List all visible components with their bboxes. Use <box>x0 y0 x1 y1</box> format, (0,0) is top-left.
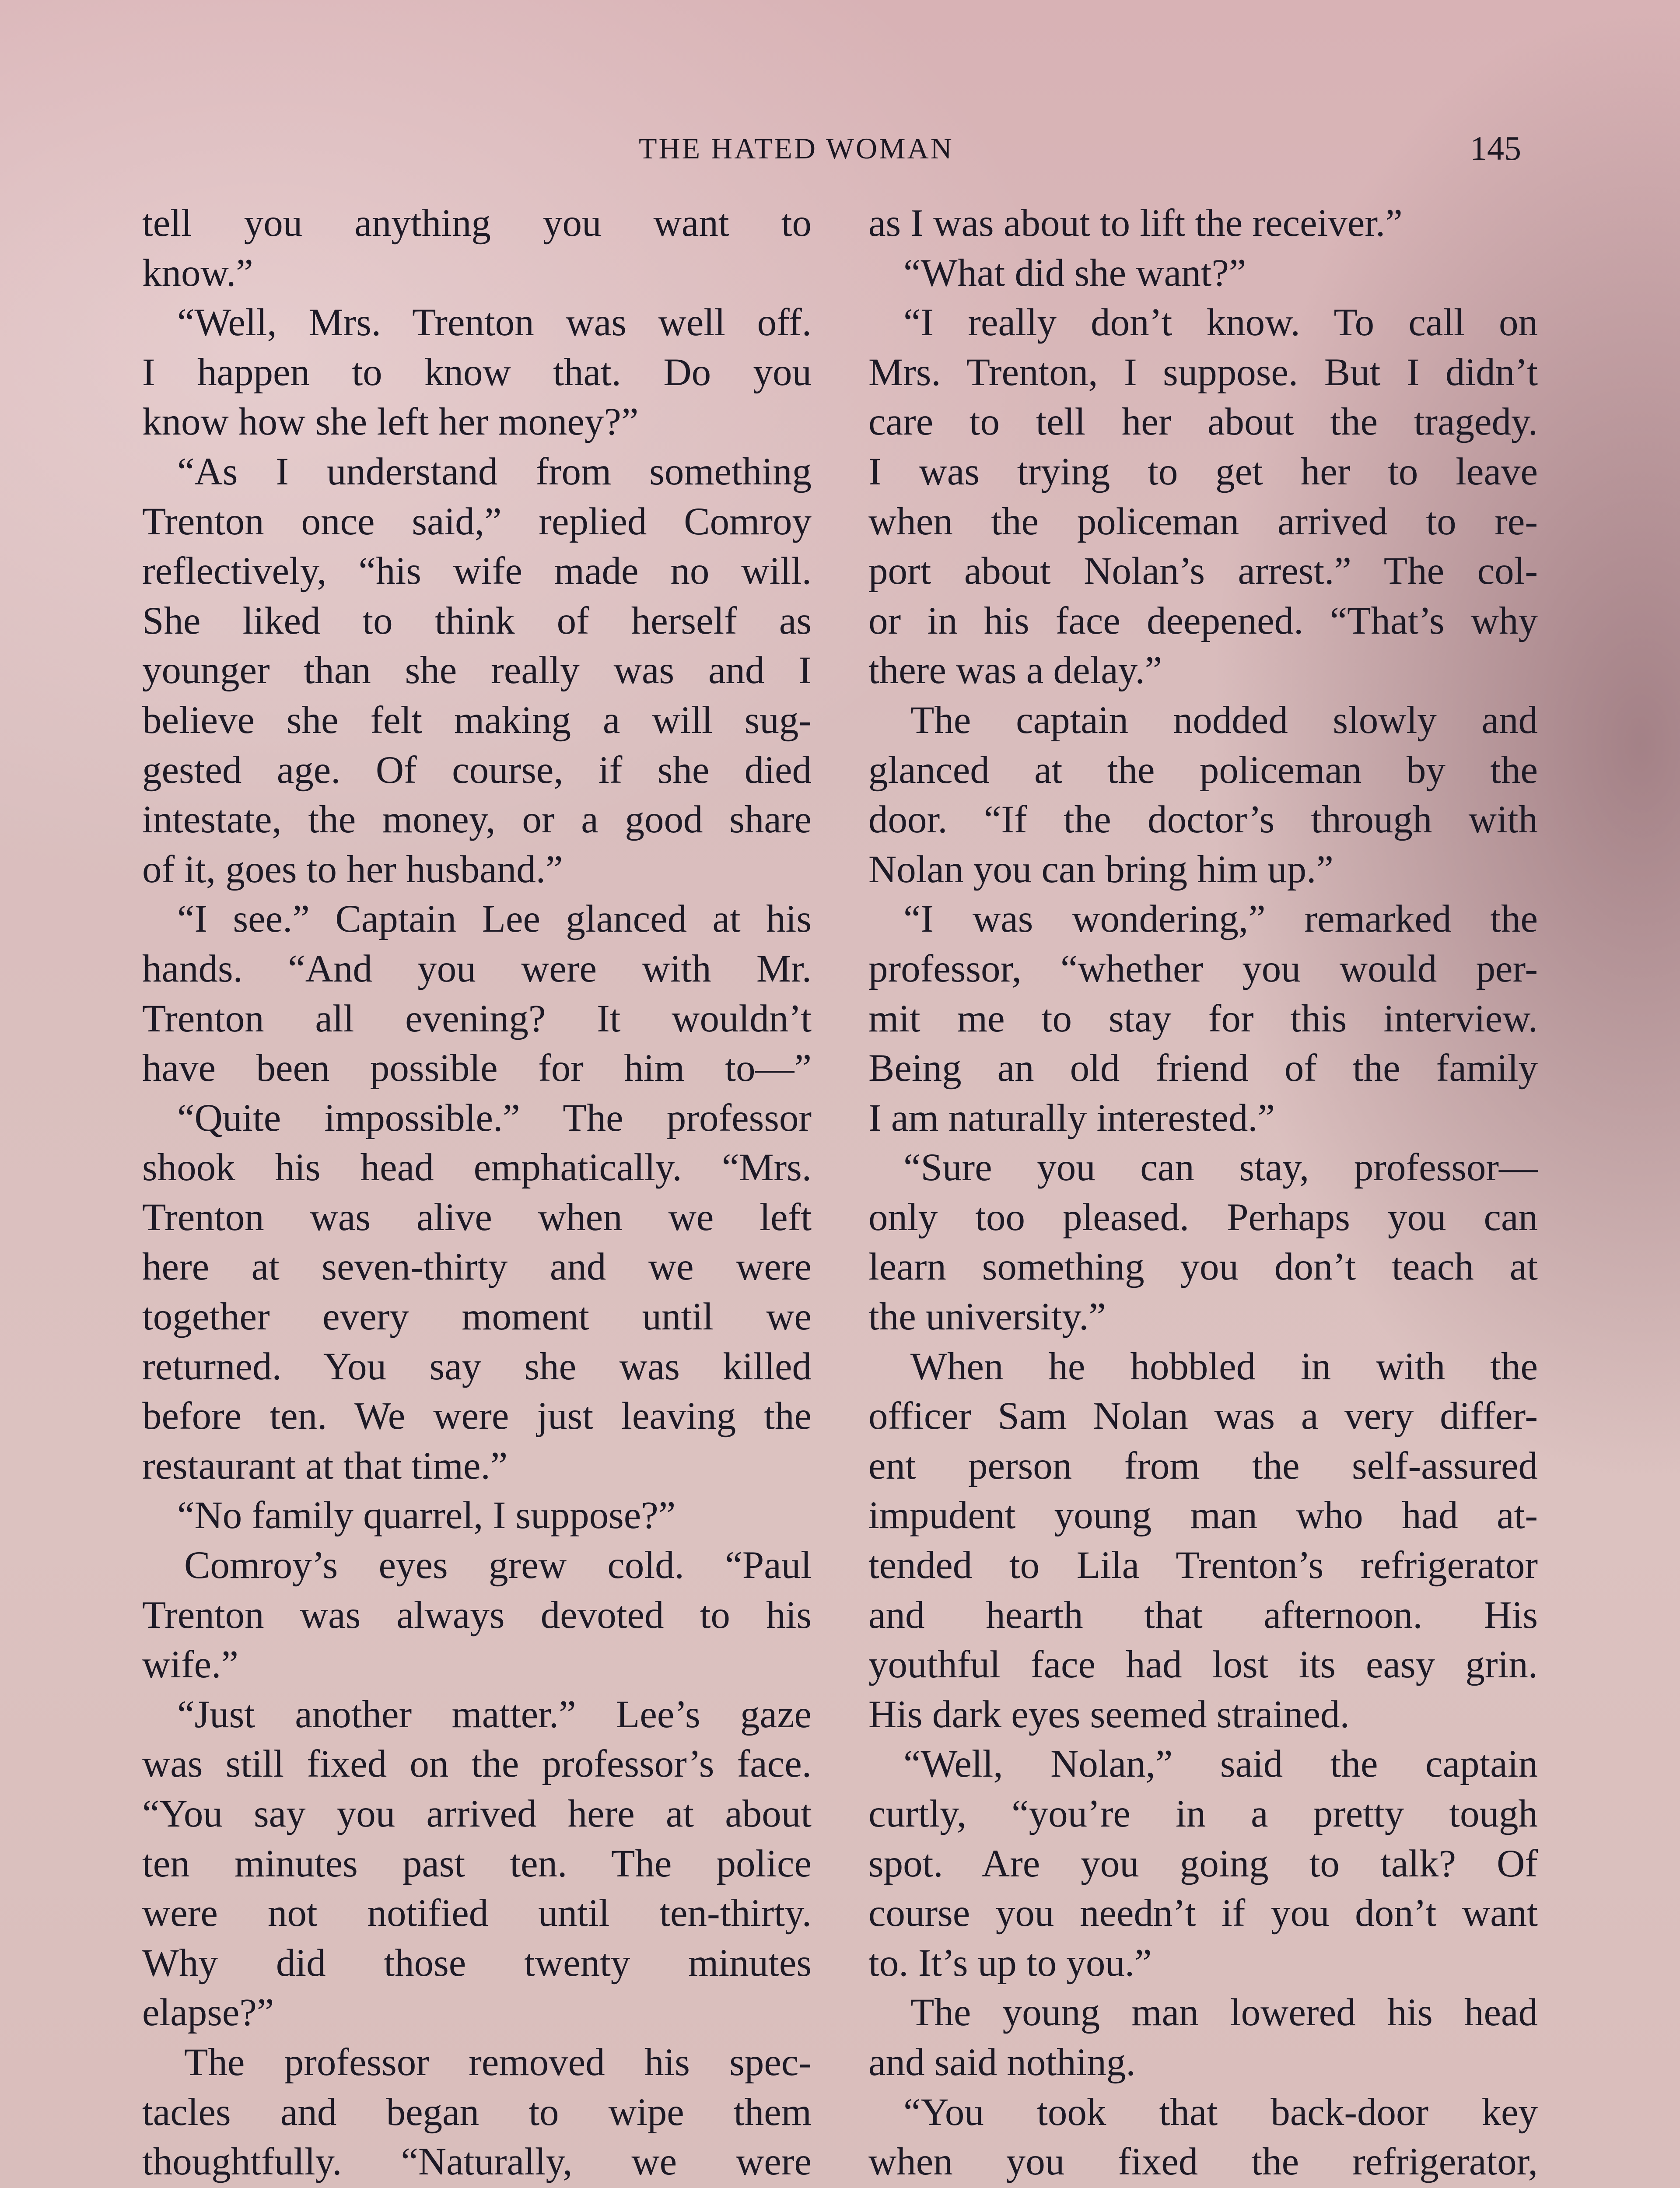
text-line: before ten. We were just leaving the <box>142 1395 812 1438</box>
text-line: His dark eyes seemed strained. <box>868 1693 1350 1736</box>
left-text-column <box>142 199 812 2188</box>
text-line: only too pleased. Perhaps you can <box>868 1196 1538 1239</box>
text-line: there was a delay.” <box>868 649 1162 692</box>
text-line: younger than she really was and I <box>142 649 812 692</box>
text-line: “I see.” Captain Lee glanced at his <box>177 898 812 941</box>
text-line: The young man lowered his head <box>910 1991 1538 2034</box>
text-line: Being an old friend of the family <box>868 1047 1538 1090</box>
text-line: and hearth that afternoon. His <box>868 1593 1538 1637</box>
text-line: tell you anything you want to <box>142 202 812 245</box>
text-line: as I was about to lift the receiver.” <box>868 202 1403 245</box>
text-line: Comroy’s eyes grew cold. “Paul <box>184 1544 812 1587</box>
text-line: I am naturally interested.” <box>868 1096 1275 1140</box>
text-line: “I really don’t know. To call on <box>903 301 1538 344</box>
text-line: “As I understand from something <box>177 450 812 493</box>
text-line: glanced at the policeman by the <box>868 748 1538 792</box>
text-line: I was trying to get her to leave <box>868 450 1538 493</box>
text-line: “No family quarrel, I suppose?” <box>177 1494 676 1537</box>
text-line: port about Nolan’s arrest.” The col- <box>868 550 1538 593</box>
text-line: have been possible for him to—” <box>142 1047 812 1090</box>
text-line: youthful face had lost its easy grin. <box>868 1643 1538 1687</box>
text-line: when the policeman arrived to re- <box>868 500 1538 543</box>
text-line: learn something you don’t teach at <box>868 1245 1538 1289</box>
text-line: intestate, the money, or a good share <box>142 798 812 842</box>
text-line: professor, “whether you would per- <box>868 947 1538 990</box>
text-line: the university.” <box>868 1295 1106 1339</box>
text-line: know how she left her money?” <box>142 400 639 444</box>
text-line: were not notified until ten-thirty. <box>142 1892 812 1935</box>
text-line: thoughtfully. “Naturally, we were <box>142 2140 812 2184</box>
text-line: “Well, Mrs. Trenton was well off. <box>177 301 812 344</box>
text-line: mit me to stay for this interview. <box>868 997 1538 1040</box>
text-line: was still fixed on the professor’s face. <box>142 1743 812 1786</box>
text-line: Mrs. Trenton, I suppose. But I didn’t <box>868 351 1538 394</box>
text-line: curtly, “you’re in a pretty tough <box>868 1792 1538 1835</box>
text-line: She liked to think of herself as <box>142 599 812 642</box>
text-line: believe she felt making a will sug- <box>142 698 812 742</box>
text-line: elapse?” <box>142 1991 274 2034</box>
text-line: “You took that back-door key <box>903 2090 1538 2134</box>
text-line: know.” <box>142 251 253 295</box>
text-line: when you fixed the refrigerator, <box>868 2140 1538 2184</box>
text-line: of it, goes to her husband.” <box>142 848 563 891</box>
text-line: course you needn’t if you don’t want <box>868 1892 1538 1935</box>
text-line: wife.” <box>142 1643 238 1687</box>
text-line: together every moment until we <box>142 1295 812 1339</box>
text-line: tacles and began to wipe them <box>142 2090 812 2134</box>
page-number: 145 <box>1470 129 1521 167</box>
text-line: Trenton was always devoted to his <box>142 1593 812 1637</box>
text-line: Trenton was alive when we left <box>142 1196 812 1239</box>
text-line: officer Sam Nolan was a very differ- <box>868 1395 1538 1438</box>
text-line: When he hobbled in with the <box>910 1345 1538 1388</box>
text-line: or in his face deepened. “That’s why <box>868 599 1538 642</box>
text-line: tended to Lila Trenton’s refrigerator <box>868 1544 1538 1587</box>
text-line: Nolan you can bring him up.” <box>868 848 1334 891</box>
text-line: The professor removed his spec- <box>184 2041 812 2084</box>
text-line: and said nothing. <box>868 2041 1136 2084</box>
text-line: here at seven-thirty and we were <box>142 1245 812 1289</box>
text-line: to. It’s up to you.” <box>868 1941 1152 1985</box>
text-line: gested age. Of course, if she died <box>142 748 812 792</box>
text-line: ten minutes past ten. The police <box>142 1842 812 1885</box>
text-line: ent person from the self-assured <box>868 1444 1538 1487</box>
text-line: spot. Are you going to talk? Of <box>868 1842 1538 1885</box>
text-line: “I was wondering,” remarked the <box>903 898 1538 941</box>
text-line: “Well, Nolan,” said the captain <box>903 1743 1538 1786</box>
text-line: “Quite impossible.” The professor <box>177 1096 812 1140</box>
text-line: The captain nodded slowly and <box>910 698 1538 742</box>
text-line: “What did she want?” <box>903 251 1246 295</box>
running-head-title: THE HATED WOMAN <box>639 132 954 165</box>
text-line: hands. “And you were with Mr. <box>142 947 812 990</box>
text-line: Why did those twenty minutes <box>142 1941 812 1985</box>
text-line: I happen to know that. Do you <box>142 351 812 394</box>
text-line: “Just another matter.” Lee’s gaze <box>177 1693 812 1736</box>
text-line: care to tell her about the tragedy. <box>868 400 1538 444</box>
text-line: “You say you arrived here at about <box>142 1792 812 1835</box>
text-line: reflectively, “his wife made no will. <box>142 550 812 593</box>
text-line: Trenton once said,” replied Comroy <box>142 500 812 543</box>
text-line: shook his head emphatically. “Mrs. <box>142 1146 812 1189</box>
text-line: restaurant at that time.” <box>142 1444 508 1487</box>
text-line: “Sure you can stay, professor— <box>903 1146 1538 1189</box>
text-line: door. “If the doctor’s through with <box>868 798 1538 842</box>
text-line: Trenton all evening? It wouldn’t <box>142 997 812 1040</box>
right-text-column <box>868 199 1538 2188</box>
text-line: impudent young man who had at- <box>868 1494 1538 1537</box>
text-line: returned. You say she was killed <box>142 1345 812 1388</box>
